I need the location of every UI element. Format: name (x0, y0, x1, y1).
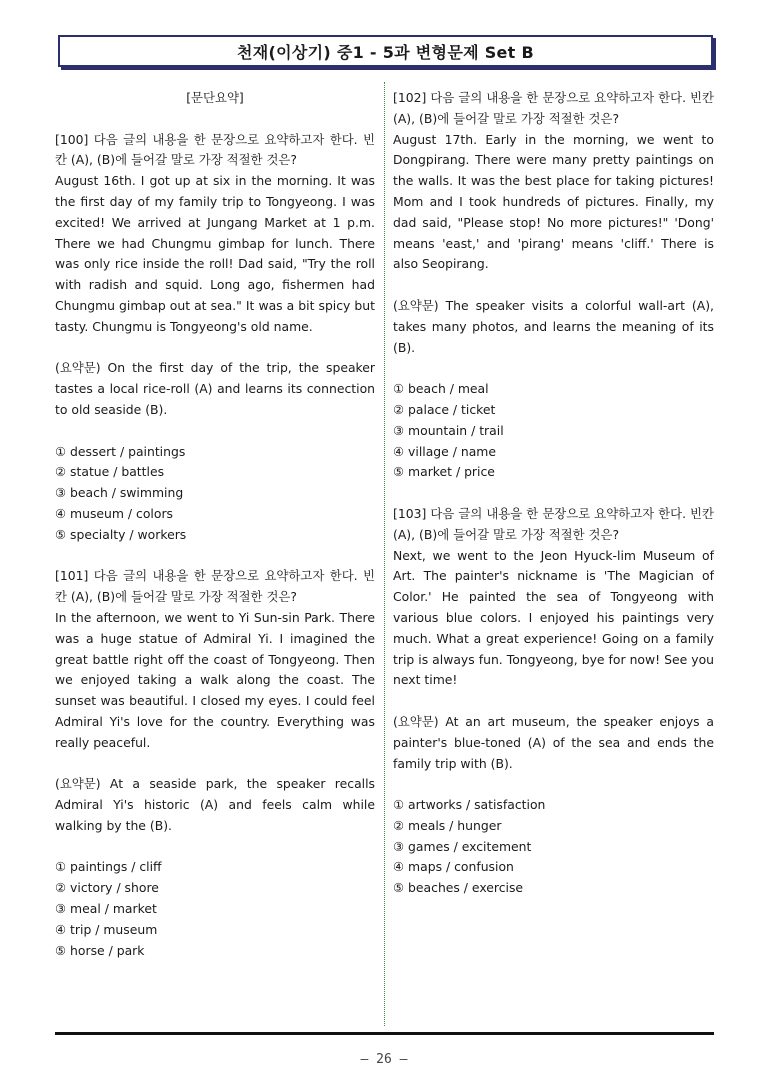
section-heading: [문단요약] (186, 90, 244, 105)
q102-option-1[interactable]: ① beach / meal (393, 381, 489, 397)
q100-option-5[interactable]: ⑤ specialty / workers (55, 526, 187, 542)
q100-option-2[interactable]: ② statue / battles (55, 464, 165, 480)
page-number: – 26 – (360, 1052, 408, 1067)
q101-passage: In the afternoon, we went to Yi Sun-sin Park. There was a huge statue of Admiral Yi. I imagined the great battle right off the coast of Tongyeong. Then we enjoyed taking a walk along the coast. The sunset was beautiful. I closed my eyes. I could feel Admiral Yi's love for the country. Everything was really peaceful. (55, 609, 375, 750)
q103-option-5[interactable]: ⑤ beaches / exercise (393, 880, 524, 896)
q102-option-4[interactable]: ④ village / name (393, 443, 496, 459)
q103-summary: (요약문) At an art museum, the speaker enjoys a painter's blue-toned (A) of the sea and ends the family trip with (B). (393, 713, 714, 771)
q100-option-4[interactable]: ④ museum / colors (55, 505, 173, 521)
q103-passage: Next, we went to the Jeon Hyuck-lim Museum of Art. The painter's nickname is 'The Magician of Color.' He painted the sea of Tongyeong with various blue colors. I enjoyed his paintings very much. What a great experience! Going on a family trip is always fun. Tongyeong, bye for now! See you next time! (393, 547, 714, 688)
q102-option-2[interactable]: ② palace / ticket (393, 401, 496, 417)
page-title (58, 35, 713, 67)
q102-option-5[interactable]: ⑤ market / price (393, 464, 495, 480)
left-column (55, 88, 375, 961)
q101-option-5[interactable]: ⑤ horse / park (55, 942, 145, 958)
q102-option-3[interactable]: ③ mountain / trail (393, 422, 504, 438)
q100-summary: (요약문) On the first day of the trip, the speaker tastes a local rice-roll (A) and learns its connection to old seaside (B). (55, 360, 375, 417)
q103-option-1[interactable]: ① artworks / satisfaction (393, 797, 546, 813)
q100-option-3[interactable]: ③ beach / swimming (55, 485, 184, 501)
column-divider (384, 82, 385, 1026)
q101-option-4[interactable]: ④ trip / museum (55, 921, 158, 937)
page-title-text: 천재(이상기) 중1 - 5과 변형문제 Set B (237, 42, 534, 62)
q103-option-2[interactable]: ② meals / hunger (393, 817, 502, 833)
q100-option-1[interactable]: ① dessert / paintings (55, 443, 186, 459)
right-column (393, 88, 714, 899)
q103-option-3[interactable]: ③ games / excitement (393, 838, 532, 854)
q101-prompt: [101] 다음 글의 내용을 한 문장으로 요약하고자 한다. 빈칸 (A), (B)에 들어갈 말로 가장 적절한 것은? (55, 568, 375, 605)
q102-summary: (요약문) The speaker visits a colorful wall-art (A), takes many photos, and learns the meaning of its (B). (393, 297, 714, 355)
q102-passage: August 17th. Early in the morning, we went to Dongpirang. There were many pretty paintings on the walls. It was the best place for taking pictures! Mom and I took hundreds of pictures. Finally, my dad said, "Please stop! No more pictures!" 'Dong' means 'east,' and 'pirang' means 'cliff.' There is also Seopirang. (393, 131, 714, 272)
q101-summary: (요약문) At a seaside park, the speaker recalls Admiral Yi's historic (A) and feels calm while walking by the (B). (55, 776, 375, 833)
footer-rule (55, 1032, 714, 1035)
q102-prompt: [102] 다음 글의 내용을 한 문장으로 요약하고자 한다. 빈칸 (A), (B)에 들어갈 말로 가장 적절한 것은? (393, 90, 714, 126)
q103-option-4[interactable]: ④ maps / confusion (393, 859, 514, 875)
q101-option-3[interactable]: ③ meal / market (55, 901, 157, 917)
q101-option-2[interactable]: ② victory / shore (55, 880, 159, 896)
q103-prompt: [103] 다음 글의 내용을 한 문장으로 요약하고자 한다. 빈칸 (A), (B)에 들어갈 말로 가장 적절한 것은? (393, 505, 714, 542)
q100-passage: August 16th. I got up at six in the morning. It was the first day of my family trip to Tongyeong. I was excited! We arrived at Jungang Market at 1 p.m. There we had Chungmu gimbap for lunch. There was only rice inside the roll! Dad said, "Try the roll with radish and squid. Long ago, fishermen had Chungmu gimbap out at sea." It was a bit spicy but tasty. Chungmu is Tongyeong's old name. (55, 173, 375, 334)
q101-option-1[interactable]: ① paintings / cliff (55, 859, 162, 875)
q100-prompt: [100] 다음 글의 내용을 한 문장으로 요약하고자 한다. 빈칸 (A), (B)에 들어갈 말로 가장 적절한 것은? (55, 131, 375, 168)
